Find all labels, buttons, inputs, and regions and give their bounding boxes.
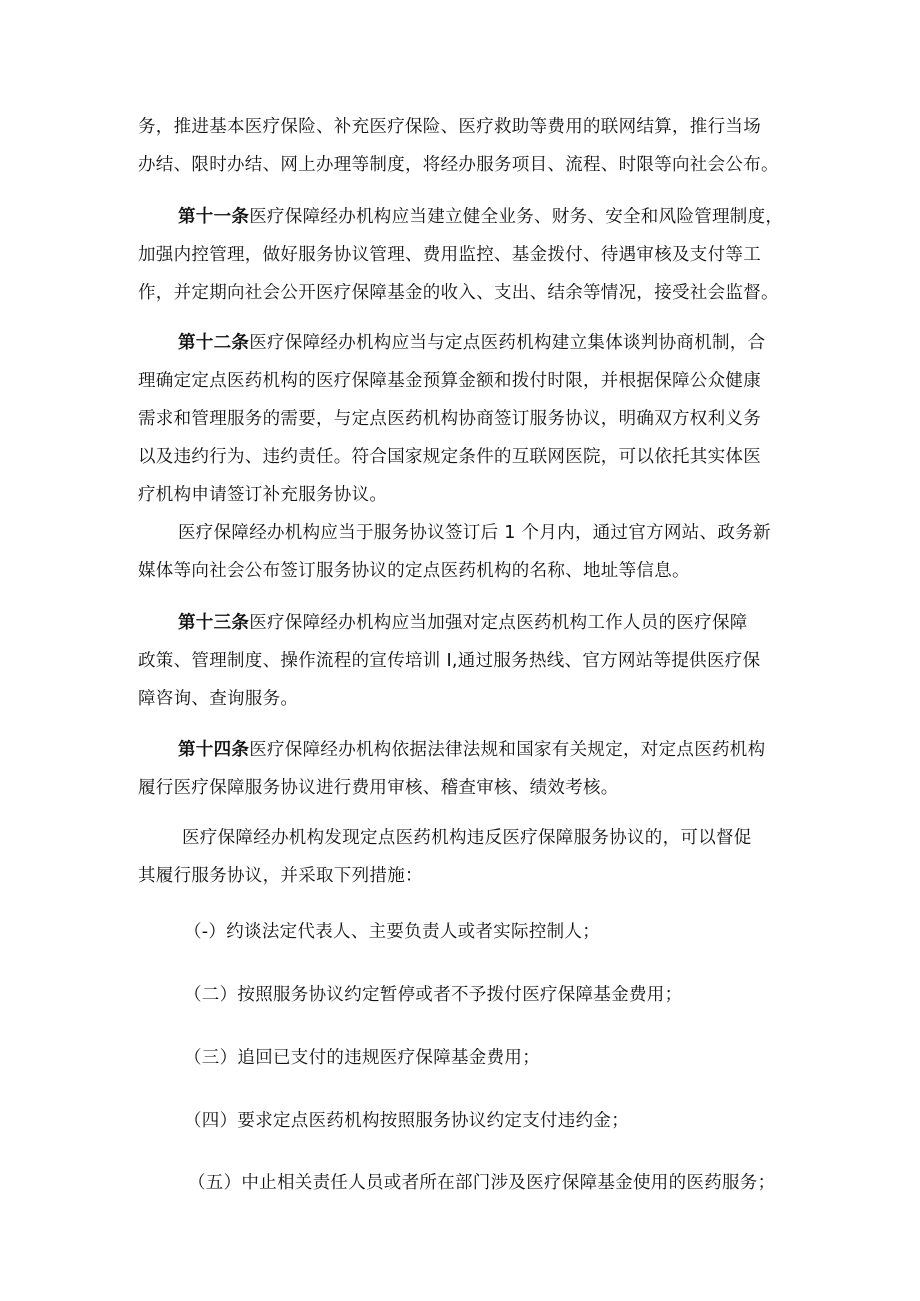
text-line: 理确定定点医药机构的医疗保障基金预算金额和拨付时限，并根据保障公众健康 <box>138 371 761 391</box>
text-line: 办结、限时办结、网上办理等制度，将经办服务项目、流程、时限等向社会公布。 <box>138 155 779 175</box>
text-line: 加强内控管理，做好服务协议管理、费用监控、基金拨付、待遇审核及支付等工 <box>138 245 761 265</box>
article-title: 第十四条 <box>178 740 250 760</box>
text-line: 政策、管理制度、操作流程的宣传培训 I,通过服务热线、官方网站等提供医疗保 <box>138 651 761 671</box>
list-item: （四）要求定点医药机构按照服务协议约定支付违约金； <box>184 1111 629 1131</box>
list-item: （五）中止相关责任人员或者所在部门涉及医疗保障基金使用的医药服务； <box>188 1173 776 1193</box>
list-item: （二）按照服务协议约定暂停或者不予拨付医疗保障基金费用； <box>184 985 683 1005</box>
text-line: 医疗保障经办机构应当于服务协议签订后 1 个月内，通过官方网站、政务新 <box>178 523 771 543</box>
article-text: 医疗保障经办机构应当加强对定点医药机构工作人员的医疗保障 <box>249 613 748 633</box>
text-line <box>138 198 788 236</box>
article-text: 医疗保障经办机构应当与定点医药机构建立集体谈判协商机制，合 <box>249 333 766 353</box>
paragraph-measures <box>138 819 788 895</box>
article-13 <box>138 604 788 718</box>
article-14 <box>138 731 788 807</box>
text-line: 媒体等向社会公布签订服务协议的定点医药机构的名称、地址等信息。 <box>138 561 690 581</box>
text-line <box>138 324 788 362</box>
text-line: 履行医疗保障服务协议进行费用审核、稽查审核、绩效考核。 <box>138 778 619 798</box>
list-item: （-）约谈法定代表人、主要负责人或者实际控制人； <box>184 922 601 942</box>
paragraph-continuation <box>138 108 788 184</box>
text-line <box>138 604 788 642</box>
text-line: 障咨询、查询服务。 <box>138 689 299 709</box>
article-text: 医疗保障经办机构依据法律法规和国家有关规定，对定点医药机构 <box>249 740 766 760</box>
article-11 <box>138 198 788 312</box>
text-line: 需求和管理服务的需要，与定点医药机构协商签订服务协议，明确双方权利义务 <box>138 409 761 429</box>
article-title: 第十三条 <box>178 613 250 633</box>
text-line: 务，推进基本医疗保险、补充医疗保险、医疗救助等费用的联网结算，推行当场 <box>138 117 761 137</box>
text-line: 其履行服务协议，并采取下列措施： <box>138 866 423 886</box>
article-title: 第十一条 <box>178 207 250 227</box>
text-line: 医疗保障经办机构发现定点医药机构违反医疗保障服务协议的，可以督促 <box>182 828 752 848</box>
article-text: 医疗保障经办机构应当建立健全业务、财务、安全和风险管理制度， <box>249 207 784 227</box>
article-title: 第十二条 <box>178 333 250 353</box>
text-line: 以及违约行为、违约责任。符合国家规定条件的互联网医院，可以依托其实体医 <box>138 447 761 467</box>
text-line <box>138 731 788 769</box>
list-item: （三）追回已支付的违规医疗保障基金费用； <box>184 1048 540 1068</box>
text-line: 作，并定期向社会公开医疗保障基金的收入、支出、结余等情况，接受社会监督。 <box>138 283 779 303</box>
paragraph-publish <box>138 514 788 590</box>
text-line: 疗机构申请签订补充服务协议。 <box>138 485 388 505</box>
article-12 <box>138 324 788 514</box>
